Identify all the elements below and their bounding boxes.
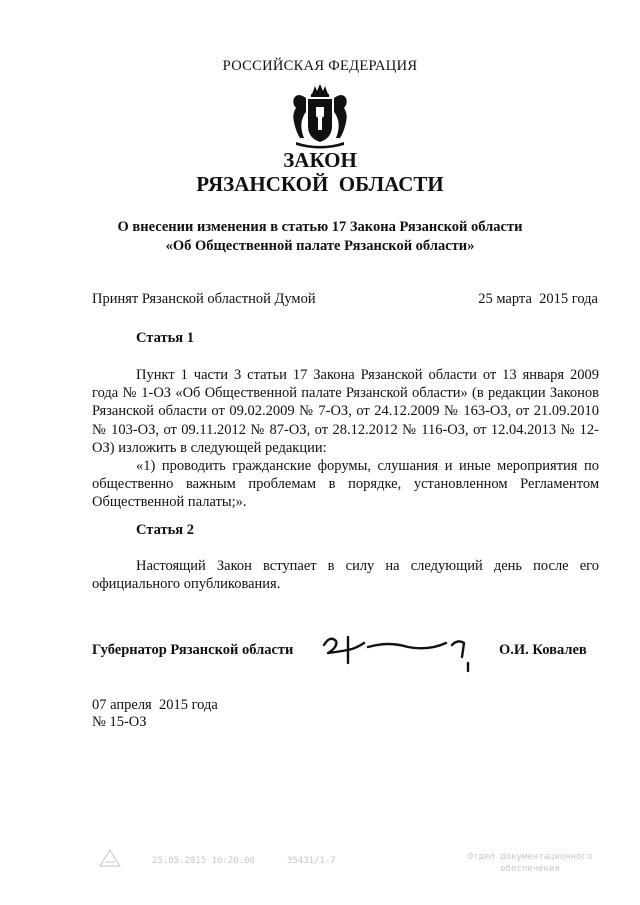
subject-line-2: «Об Общественной палате Рязанской области» <box>165 238 475 254</box>
article-1-paragraph-1: Пункт 1 части 3 статьи 17 Закона Рязанской области от 13 января 2009 года № 1-ОЗ «Об Общественной палате Рязанской области» (в редакции Законов Рязанской области от 09.02.2009 № 7-ОЗ, от 24.12.2009 № 163-ОЗ, от 21.09.2010 № 103-ОЗ, от 09.11.2012 № 87-ОЗ, от 28.12.2012 № 116-ОЗ, от 12.04.2013 № 12-ОЗ) изложить в следующей редакции: <box>92 367 599 456</box>
region-name: РЯЗАНСКОЙ ОБЛАСТИ <box>196 172 444 196</box>
footer-stamp-line-2: обеспечения <box>500 864 560 874</box>
article-1-paragraph-2: «1) проводить гражданские форумы, слушания и иные мероприятия по общественно важным проблемам в порядке, установленном Регламентом Общественной палаты;». <box>92 458 599 511</box>
footer-timestamp: 25.05.2015 16:20:00 <box>152 856 255 866</box>
article-1-heading: Статья 1 <box>136 330 194 346</box>
article-2-paragraph-1: Настоящий Закон вступает в силу на следующий день после его официального опубликования. <box>92 558 599 593</box>
law-number: № 15-ОЗ <box>92 714 147 730</box>
article-1-body <box>92 366 599 512</box>
signer-title: Губернатор Рязанской области <box>92 642 294 658</box>
adopted-by: Принят Рязанской областной Думой <box>92 291 316 307</box>
handwritten-signature <box>318 623 478 675</box>
article-2-body <box>92 557 599 593</box>
country-name: РОССИЙСКАЯ ФЕДЕРАЦИЯ <box>222 58 418 74</box>
law-word: ЗАКОН <box>283 148 357 172</box>
adoption-date: 25 марта 2015 года <box>478 291 598 307</box>
law-subject <box>0 218 640 256</box>
law-title <box>0 148 640 196</box>
signing-block <box>92 697 218 731</box>
footer-stamp-line-1: Отдел документационного <box>467 852 593 862</box>
signer-name: О.И. Ковалев <box>499 642 587 658</box>
footer-reference: 35431/1-7 <box>287 856 336 866</box>
subject-line-1: О внесении изменения в статью 17 Закона Рязанской области <box>117 219 523 235</box>
coat-of-arms-icon <box>286 82 354 150</box>
seal-mark-icon <box>96 846 124 870</box>
signing-date: 07 апреля 2015 года <box>92 697 218 713</box>
article-2-heading: Статья 2 <box>136 522 194 538</box>
footer-stamp <box>455 851 605 875</box>
